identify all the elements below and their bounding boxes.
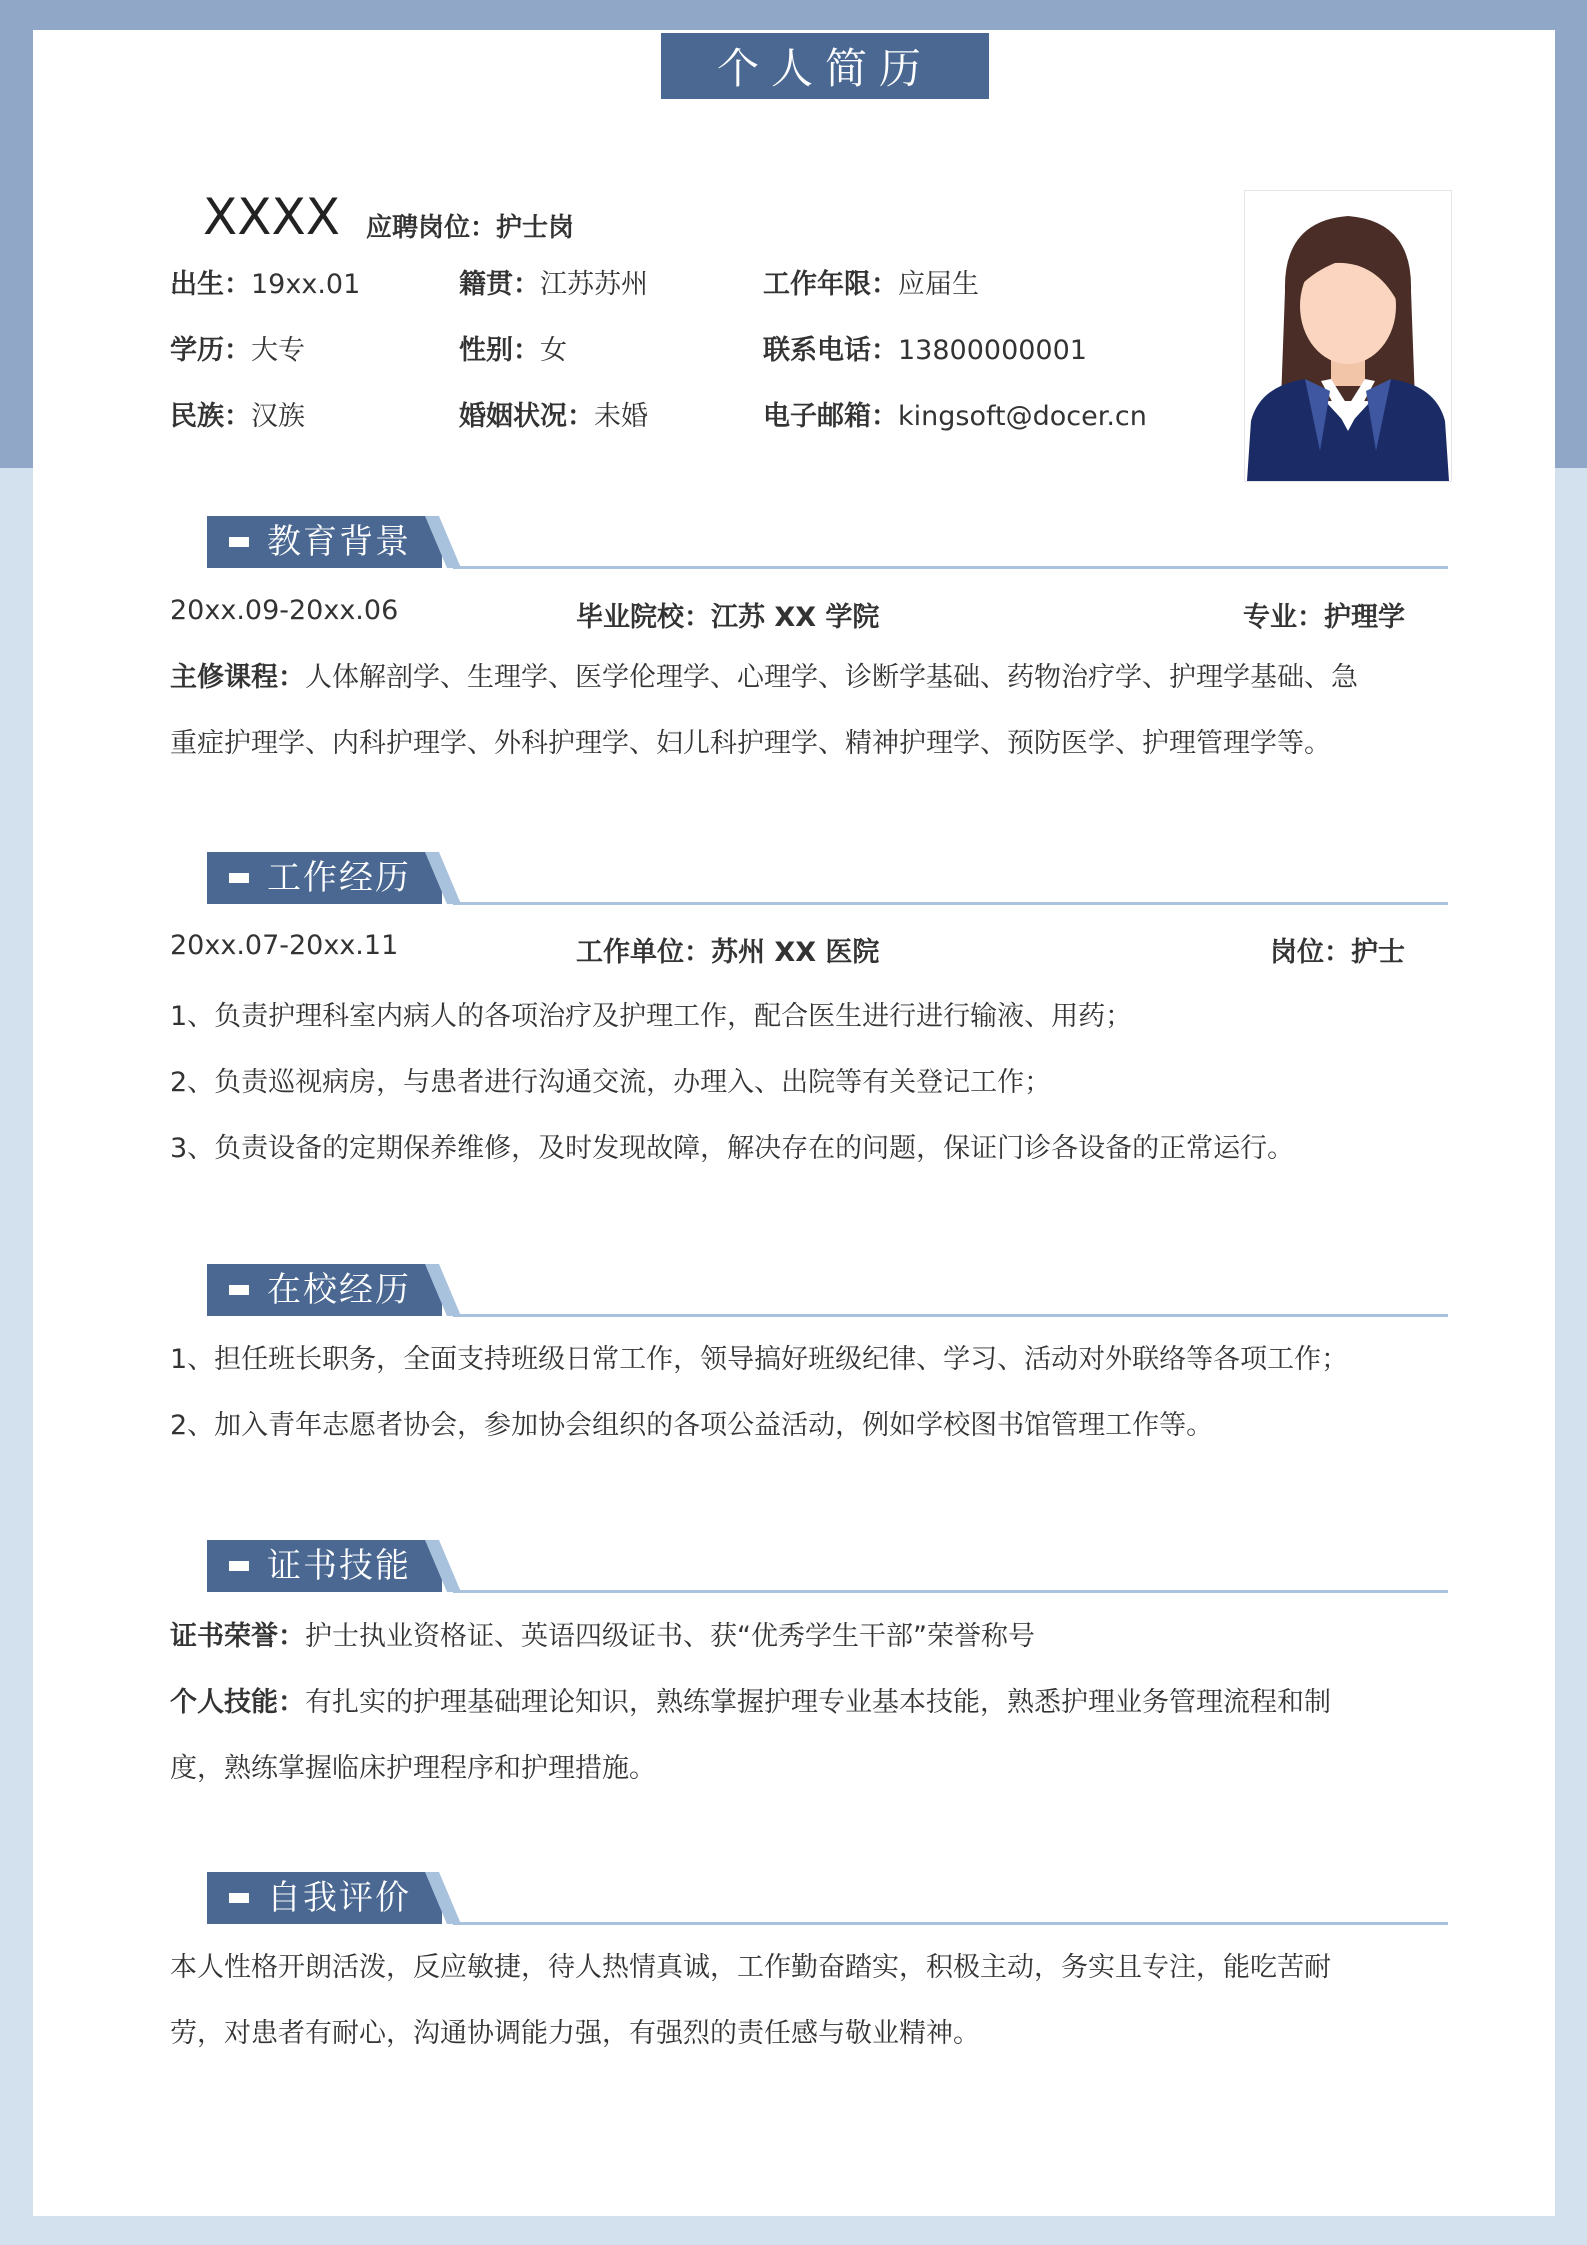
bullet-icon	[229, 1893, 249, 1903]
resume-title: 个人简历	[661, 33, 989, 99]
info-years: 工作年限：应届生	[763, 269, 979, 300]
work-company: 工作单位：苏州 XX 医院	[576, 937, 880, 968]
list-item: 1、担任班长职务，全面支持班级日常工作，领导搞好班级纪律、学习、活动对外联络等各项工作；	[170, 1344, 1349, 1375]
list-item: 3、负责设备的定期保养维修，及时发现故障，解决存在的问题，保证门诊各设备的正常运行。	[170, 1133, 1295, 1164]
section-title: 证书技能	[267, 1546, 411, 1586]
info-marital: 婚姻状况：未婚	[459, 401, 648, 432]
bullet-icon	[229, 1561, 249, 1571]
info-birth: 出生：19xx.01	[170, 269, 361, 300]
section-title: 在校经历	[267, 1270, 411, 1310]
section-education-header	[203, 508, 1448, 568]
resume-page	[33, 30, 1555, 2216]
campus-items	[170, 1327, 1460, 1459]
bullet-icon	[229, 537, 249, 547]
edu-major: 专业：护理学	[1243, 602, 1405, 633]
avatar-icon	[1245, 191, 1451, 481]
list-item: 2、负责巡视病房，与患者进行沟通交流，办理入、出院等有关登记工作；	[170, 1067, 1052, 1098]
section-title: 工作经历	[267, 858, 411, 898]
skill-line: 个人技能：有扎实的护理基础理论知识，熟练掌握护理专业基本技能，熟悉护理业务管理流程和制	[170, 1687, 1331, 1718]
section-title: 教育背景	[267, 522, 411, 562]
apply-position: 应聘岗位：护士岗	[366, 213, 575, 243]
edu-courses: 主修课程：人体解剖学、生理学、医学伦理学、心理学、诊断学基础、药物治疗学、护理学基础、急 重症护理学、内科护理学、外科护理学、妇儿科护理学、精神护理学、预防医学、护理管理学等。	[170, 662, 1358, 759]
work-duties	[170, 984, 1460, 1182]
list-item: 1、负责护理科室内病人的各项治疗及护理工作，配合医生进行进行输液、用药；	[170, 1001, 1133, 1032]
edu-school: 毕业院校：江苏 XX 学院	[576, 602, 880, 633]
self-eval-content: 本人性格开朗活泼，反应敏捷，待人热情真诚，工作勤奋踏实，积极主动，务实且专注，能吃苦耐 劳，对患者有耐心，沟通协调能力强，有强烈的责任感与敬业精神。	[170, 1952, 1331, 2049]
info-ethnic: 民族：汉族	[170, 401, 305, 432]
section-skills-header	[203, 1532, 1448, 1592]
bullet-icon	[229, 1285, 249, 1295]
section-title: 自我评价	[267, 1878, 411, 1918]
list-item: 2、加入青年志愿者协会，参加协会组织的各项公益活动，例如学校图书馆管理工作等。	[170, 1410, 1214, 1441]
info-origin: 籍贯：江苏苏州	[459, 269, 648, 300]
section-campus-header	[203, 1256, 1448, 1316]
info-email: 电子邮箱：kingsoft@docer.cn	[763, 401, 1147, 432]
edu-period: 20xx.09-20xx.06	[170, 595, 399, 626]
info-gender: 性别：女	[459, 335, 567, 366]
section-work-header	[203, 844, 1448, 904]
skills-content: 证书荣誉：护士执业资格证、英语四级证书、获“优秀学生干部”荣誉称号 个人技能：有扎实的护理基础理论知识，熟练掌握护理专业基本技能，熟悉护理业务管理流程和制 度，熟练掌握临床护理程序和护理措施。	[170, 1604, 1460, 1802]
cert-line: 证书荣誉：护士执业资格证、英语四级证书、获“优秀学生干部”荣誉称号	[170, 1621, 1035, 1652]
section-self-eval-header	[203, 1864, 1448, 1924]
work-period: 20xx.07-20xx.11	[170, 930, 399, 961]
info-education: 学历：大专	[170, 335, 305, 366]
profile-photo	[1244, 190, 1452, 482]
candidate-name: XXXX	[203, 188, 341, 246]
info-phone: 联系电话：13800000001	[763, 335, 1087, 366]
work-position: 岗位：护士	[1270, 937, 1405, 968]
bullet-icon	[229, 873, 249, 883]
